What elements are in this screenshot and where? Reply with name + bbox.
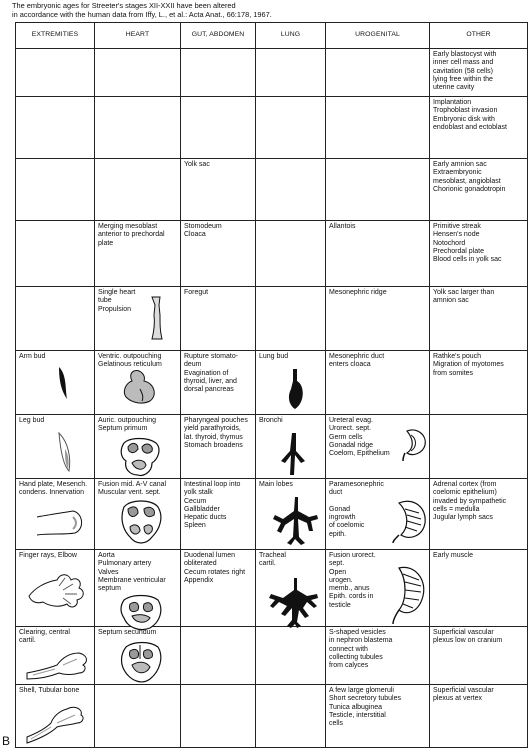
cell-gut-abdomen — [181, 550, 256, 627]
header-urogenital: UROGENITAL — [326, 23, 430, 49]
cell-text-line: Primitive streak — [433, 223, 481, 230]
cell-lung — [256, 415, 326, 479]
cell-text-line: Superficial vascular — [433, 629, 494, 636]
cell-text-line: anterior to prechordal — [98, 231, 165, 239]
cell-urogenital — [326, 415, 430, 479]
table-row — [16, 685, 528, 748]
cell-text-line: Rupture stomato- — [184, 353, 239, 360]
cell-text-line: dorsal pancreas — [184, 386, 234, 394]
cell-text-line: Chorionic gonadotropin — [433, 185, 506, 193]
cell-text-line: Tracheal — [259, 552, 286, 559]
cell-text-line: Adrenal cortex (from — [433, 481, 497, 488]
cell-other — [430, 479, 528, 550]
header-row — [16, 23, 528, 49]
cell-text-line: cartil. — [19, 637, 36, 645]
cell-extremities — [16, 415, 95, 479]
cell-text-line: Migration of myotomes — [433, 361, 504, 369]
tubular-bone-limb-sketch — [23, 703, 91, 745]
cell-gut-abdomen — [181, 351, 256, 415]
table-row — [16, 415, 528, 479]
cell-text-line: epith. — [329, 530, 347, 538]
cell-gut-abdomen — [181, 627, 256, 685]
cell-extremities — [16, 479, 95, 550]
cell-text-line: Spleen — [184, 522, 206, 530]
cell-text-line: in nephron blastema — [329, 637, 393, 645]
bronchi-sketch — [279, 433, 309, 477]
cell-text-line: Mesonephric ridge — [329, 289, 387, 296]
cell-other — [430, 159, 528, 221]
cell-text-line: Auric. outpouching — [98, 417, 156, 424]
cell-text-line: Hand plate, Mesench. — [19, 481, 88, 488]
cell-text-line: Merging mesoblast — [98, 223, 158, 230]
cell-extremities — [16, 627, 95, 685]
cell-text-line: yield parathyroids, — [184, 425, 241, 433]
cell-text-line: Appendix — [184, 576, 214, 584]
cell-text-line: Cloaca — [184, 231, 206, 239]
caption-note — [12, 1, 272, 19]
main-lobes-sketch — [271, 497, 321, 545]
cell-urogenital — [326, 351, 430, 415]
tracheal-tree-sketch — [267, 578, 323, 628]
cell-heart — [95, 550, 181, 627]
cell-other — [430, 287, 528, 351]
cell-text-line: Bronchi — [259, 417, 283, 424]
cell-text-line: Single heart — [98, 289, 136, 296]
cell-text-line: testicle — [329, 601, 351, 609]
heart-tube-sketch — [148, 295, 164, 341]
header-heart: HEART — [95, 23, 181, 49]
cell-gut-abdomen — [181, 287, 256, 351]
cell-text-line: Cecum — [184, 497, 207, 505]
cell-text-line: Cecum rotates right — [184, 568, 246, 576]
cell-heart — [95, 221, 181, 287]
cell-text-line: Early blastocyst with — [433, 51, 497, 58]
development-table — [15, 22, 528, 748]
cell-text-line: septum — [98, 585, 121, 593]
cell-text-line: Mesonephric duct — [329, 353, 385, 360]
cell-urogenital — [326, 685, 430, 748]
cell-text-line: Pharyngeal pouches — [184, 417, 248, 424]
table-row — [16, 627, 528, 685]
cell-text-line: Short secretory tubules — [329, 695, 401, 703]
cell-text-line: thyroid, liver, and — [184, 377, 237, 385]
cell-text-line: Hensen's node — [433, 231, 480, 239]
cell-text-line: Rathke's pouch — [433, 353, 482, 360]
cell-text-line: Lung bud — [259, 353, 289, 360]
cell-text-line: collecting tubules — [329, 653, 383, 661]
finger-rays-sketch — [25, 568, 89, 618]
cell-text-line: Main lobes — [259, 481, 293, 488]
cell-heart — [95, 415, 181, 479]
cell-text-line: Finger rays, Elbow — [19, 552, 77, 559]
header-other: OTHER — [430, 23, 528, 49]
cell-text-line: from somites — [433, 369, 474, 377]
cell-text-line: Septum secundum — [98, 629, 157, 636]
membrane-ventricular-septum-sketch — [118, 594, 164, 632]
cell-text-line: cells — [329, 720, 344, 728]
cell-lung — [256, 49, 326, 97]
cell-heart — [95, 159, 181, 221]
leg-bud-sketch — [57, 429, 73, 473]
cell-text-line: lat. thyroid, thymus — [184, 433, 243, 441]
cell-text-line: Early muscle — [433, 552, 474, 559]
cell-heart — [95, 479, 181, 550]
cell-text-line: Fusion urorect. — [329, 552, 376, 559]
cell-text-line: plexus low on cranium — [433, 637, 503, 645]
cell-text-line: from calyces — [329, 662, 369, 670]
table-row — [16, 351, 528, 415]
cell-other — [430, 49, 528, 97]
cell-text-line: Septum primum — [98, 425, 148, 433]
cell-text-line: Embryonic disk with — [433, 115, 495, 123]
cell-text-line: Allantois — [329, 223, 356, 230]
cell-text-line: Stomodeum — [184, 223, 222, 230]
cell-gut-abdomen — [181, 97, 256, 159]
cell-text-line: Ureteral evag. — [329, 417, 373, 424]
cell-heart — [95, 351, 181, 415]
cell-other — [430, 550, 528, 627]
cell-text-line: ingrowth — [329, 514, 356, 522]
metanephros-sketch — [383, 564, 429, 624]
cell-urogenital — [326, 479, 430, 550]
header-gut-abdomen: GUT, ABDOMEN — [181, 23, 256, 49]
cell-text-line: endoblast and ectoblast — [433, 123, 507, 131]
cell-extremities — [16, 49, 95, 97]
cell-urogenital — [326, 97, 430, 159]
cell-text-line: cells = medulla — [433, 505, 480, 513]
cell-extremities — [16, 287, 95, 351]
cell-extremities — [16, 685, 95, 748]
cell-text-line: cavitation (58 cells) — [433, 67, 493, 75]
gonad-mesonephros-sketch — [385, 495, 431, 545]
cell-lung — [256, 351, 326, 415]
av-canal-septum-sketch — [118, 497, 164, 547]
cell-text-line: yolk stalk — [184, 489, 213, 497]
limb-cartilage-sketch — [23, 647, 91, 683]
cell-text-line: Gallbladder — [184, 505, 220, 513]
cell-text-line: Early amnion sac — [433, 161, 487, 168]
figure-letter: B — [2, 734, 11, 748]
cell-urogenital — [326, 221, 430, 287]
cell-text-line: Clearing, central — [19, 629, 70, 636]
header-lung: LUNG — [256, 23, 326, 49]
cell-text-line: Testicle, interstitial — [329, 711, 386, 719]
cell-text-line: invaded by sympathetic — [433, 497, 507, 505]
table-row — [16, 97, 528, 159]
cell-text-line: A few large glomeruli — [329, 687, 394, 694]
cell-text-line: plate — [98, 239, 114, 247]
table-row — [16, 479, 528, 550]
cell-text-line: Propulsion — [98, 305, 132, 313]
cell-text-line: cartil. — [259, 560, 276, 568]
cell-text-line: Jugular lymph sacs — [433, 514, 493, 522]
cell-text-line: Arm bud — [19, 353, 46, 360]
cell-text-line: Open — [329, 568, 347, 576]
atrial-septum-sketch — [118, 435, 162, 479]
cell-text-line: duct — [329, 489, 343, 497]
cell-text-line: Superficial vascular — [433, 687, 494, 694]
cell-text-line: Paramesonephric — [329, 481, 384, 488]
table-row — [16, 550, 528, 627]
cell-text-line: Yolk sac larger than — [433, 289, 495, 296]
cell-text-line: Ventric. outpouching — [98, 353, 162, 360]
cell-heart — [95, 287, 181, 351]
cell-gut-abdomen — [181, 221, 256, 287]
cell-text-line: of coelomic — [329, 522, 365, 530]
cell-heart — [95, 49, 181, 97]
cell-text-line: Gonadal ridge — [329, 441, 373, 449]
cell-text-line: uterine cavity — [433, 84, 475, 92]
header-extremities: EXTREMITIES — [16, 23, 95, 49]
table-row — [16, 221, 528, 287]
cell-lung — [256, 221, 326, 287]
cell-gut-abdomen — [181, 49, 256, 97]
cell-text-line: coelomic epithelium) — [433, 489, 497, 497]
cell-text-line: inner cell mass and — [433, 59, 494, 67]
cell-text-line: deum — [184, 361, 202, 369]
cell-text-line: memb., anus — [329, 585, 370, 593]
cell-urogenital — [326, 550, 430, 627]
cell-text-line: enters cloaca — [329, 361, 371, 369]
cell-lung — [256, 159, 326, 221]
cell-extremities — [16, 550, 95, 627]
septum-secundum-sketch — [118, 641, 164, 685]
caption-line: The embryonic ages for Streeter's stages XII-XXII have been altered — [12, 1, 236, 10]
cell-text-line: Gelatinous reticulum — [98, 361, 162, 369]
cell-text-line: Foregut — [184, 289, 209, 296]
cell-text-line: Pulmonary artery — [98, 560, 152, 568]
caption-line: in accordance with the human data from Iffy, L., et al.: Acta Anat., 66:178, 1967. — [12, 10, 272, 19]
cell-text-line: S-shaped vesicles — [329, 629, 386, 636]
cell-other — [430, 627, 528, 685]
cell-heart — [95, 685, 181, 748]
cell-urogenital — [326, 627, 430, 685]
cell-gut-abdomen — [181, 159, 256, 221]
cell-lung — [256, 287, 326, 351]
cell-text-line: Epith. cords in — [329, 593, 374, 601]
cell-text-line: Trophoblast invasion — [433, 107, 498, 115]
hand-plate-sketch — [33, 507, 85, 543]
cell-lung — [256, 627, 326, 685]
cell-lung — [256, 479, 326, 550]
cell-extremities — [16, 159, 95, 221]
cell-gut-abdomen — [181, 479, 256, 550]
cell-lung — [256, 685, 326, 748]
cell-other — [430, 415, 528, 479]
cell-text-line: Duodenal lumen — [184, 552, 235, 559]
cell-text-line: lying free within the — [433, 75, 493, 83]
table-row — [16, 159, 528, 221]
ventricle-outpouching-sketch — [120, 367, 160, 405]
cell-gut-abdomen — [181, 685, 256, 748]
cell-text-line: amnion sac — [433, 297, 469, 305]
cell-text-line: Gonad — [329, 505, 351, 513]
cell-extremities — [16, 221, 95, 287]
cell-extremities — [16, 351, 95, 415]
cell-lung — [256, 97, 326, 159]
lung-bud-sketch — [285, 367, 307, 411]
cell-heart — [95, 627, 181, 685]
cell-text-line: Evagination of — [184, 369, 229, 377]
cell-text-line: Aorta — [98, 552, 115, 559]
cell-text-line: Muscular vent. sept. — [98, 489, 161, 497]
cell-text-line: Coelom, Epithelium — [329, 450, 390, 458]
cell-text-line: mesoblast, angioblast — [433, 177, 501, 185]
cell-urogenital — [326, 49, 430, 97]
cell-text-line: sept. — [329, 560, 345, 568]
cell-gut-abdomen — [181, 415, 256, 479]
cell-text-line: Yolk sac — [184, 161, 210, 168]
table-row — [16, 287, 528, 351]
cell-text-line: Prechordal plate — [433, 247, 484, 255]
cell-text-line: Intestinal loop into — [184, 481, 241, 488]
cell-urogenital — [326, 159, 430, 221]
cell-other — [430, 351, 528, 415]
cell-other — [430, 97, 528, 159]
cell-text-line: urogen. — [329, 576, 353, 584]
cell-text-line: Valves — [98, 568, 119, 576]
cell-text-line: condens. Innervation — [19, 489, 84, 497]
cell-text-line: Stomach broadens — [184, 441, 243, 449]
cell-text-line: Urorect. sept. — [329, 425, 372, 433]
cell-text-line: Hepatic ducts — [184, 514, 227, 522]
cell-other — [430, 221, 528, 287]
cell-other — [430, 685, 528, 748]
table-row — [16, 49, 528, 97]
cell-text-line: Leg bud — [19, 417, 45, 424]
cell-extremities — [16, 97, 95, 159]
cell-text-line: tube — [98, 297, 112, 305]
cell-text-line: plexus at vertex — [433, 695, 483, 703]
cell-urogenital — [326, 287, 430, 351]
cell-text-line: Extraembryonic — [433, 169, 482, 177]
cell-text-line: obliterated — [184, 560, 217, 568]
cell-text-line: Blood cells in yolk sac — [433, 256, 502, 264]
cell-text-line: connect with — [329, 645, 368, 653]
cell-text-line: Fusion mid. A-V canal — [98, 481, 167, 488]
cell-heart — [95, 97, 181, 159]
cell-lung — [256, 550, 326, 627]
arm-bud-sketch — [57, 365, 71, 401]
cell-text-line: Membrane ventricular — [98, 576, 166, 584]
cell-text-line: Tunica albuginea — [329, 703, 383, 711]
cell-text-line: Notochord — [433, 239, 466, 247]
cell-text-line: Germ cells — [329, 433, 363, 441]
cell-text-line: Implantation — [433, 99, 472, 106]
ureteric-bud-sketch — [399, 425, 429, 461]
cell-text-line: Shell, Tubular bone — [19, 687, 80, 694]
